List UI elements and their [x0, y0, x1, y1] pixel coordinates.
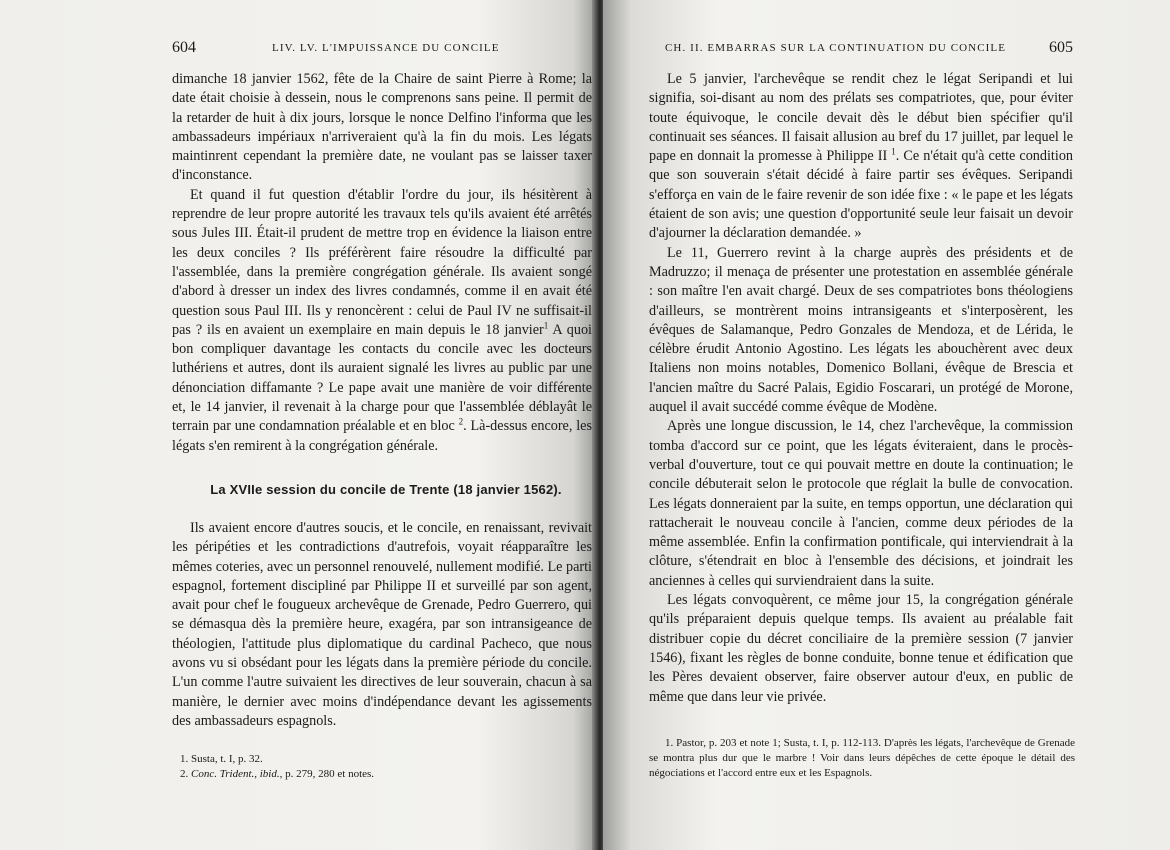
left-section-text	[172, 519, 592, 731]
right-paragraph: Après une longue discussion, le 14, chez l'archevêque, la commission tomba d'accord sur ce point, que les légats éviteraient, dans le procès-verbal d'ouverture, tout ce qui pouvait mettre en doute la continuation; le concile débuterait selon le protocole que réglait la bulle de convocation. Les légats donneraient par la suite, en temps opportun, une déclaration qui rattacherait le nouveau concile à l'ancien, comme deux périodes de la même assemblée. Enfin la confirmation pontificale, qui interviendrait à la clôture, s'étendrait en bloc à l'ensemble des décisions, et joindrait les anciennes à celles qui surviendraient dans la suite.	[649, 418, 1073, 589]
left-paragraph: Ils avaient encore d'autres soucis, et le concile, en renaissant, revivait les péripéties et les contradictions d'autrefois, voyait réapparaître les mêmes coteries, avec un personnel renouvelé, nullement modifié. Le parti espagnol, fortement discipliné par Philippe II et surveillé par son agent, avait pour chef le fougueux archevêque de Grenade, Pedro Guerrero, qui se démasqua dès la première heure, exagéra, par son intransigeance de théologien, l'attitude plus diplomatique du cardinal Pacheco, que nous avons vu si obsédant pour les légats dans la première période du concile. L'un comme l'autre suivaient les directives de leur souverain, chacun à sa manière, le dernier avec moins d'indépendance devant les agissements des ambassadeurs espagnols.	[172, 520, 592, 729]
footnote: 2. Conc. Trident., ibid., p. 279, 280 et notes.	[180, 768, 375, 780]
right-body-text	[649, 70, 1073, 707]
footnote: 1. Susta, t. I, p. 32.	[180, 753, 263, 765]
footnote-ref: 2	[458, 416, 464, 427]
right-paragraph: Le 5 janvier, l'archevêque se rendit chez le légat Seripandi et lui signifia, soi-disant au nom des prélats ses compatriotes, que, pour éviter toute équivoque, le concile devait dès le début bien spécifier qu'il continuait ses séances. Il faisait allusion au bref du 17 juillet, par lequel le pape en donnait la promesse à Philippe II $^1$. Ce n'était qu'à cette condition que son souverain s'était décidé à faire partir ses évêques. Seripandi s'efforça en vain de le faire revenir de son idée fixe : « le pape et les légats étaient de son avis; une question d'opportunité seule leur faisait un devoir d'ajourner la déclaration demandée. »	[649, 71, 1074, 242]
footnote-ref: 1	[891, 146, 896, 157]
right-page-number: 605	[1049, 39, 1073, 56]
left-paragraph: Et quand il fut question d'établir l'ordre du jour, ils hésitèrent à reprendre de leur propre autorité les travaux tels qu'ils avaient été arrêtés sous Jules III. Était-il prudent de mettre trop en évidence la liaison entre les deux conciles ? Ils préférèrent faire résoudre la difficulté par l'assemblée, dans la première congrégation générale. Ils avaient songé d'abord à dresser un index des livres condamnés, comme il en avait été question sous Paul III. Ils y renoncèrent : celui de Paul IV ne suffisait-il pas ? ils en avaient un exemplaire en main depuis le 18 janvier$^1$ A quoi bon compliquer davantage les contacts du concile avec les docteurs luthériens et autres, dont ils auraient signalé les livres au public par une dénonciation diffamante ? Le pape avait une manière de voir différente et, le 14 janvier, il revenait à la charge pour que l'assemblée déblayât le terrain par une condamnation préalable et en bloc $^2$. Là-dessus encore, les légats s'en remirent à la congrégation générale.	[172, 186, 592, 454]
right-paragraph: Les légats convoquèrent, ce même jour 15, la congrégation générale qu'ils préparaient depuis quelque temps. Ils avaient au préalable fait distribuer copie du décret conciliaire de la première session (7 janvier 1546), fixant les règles de bonne conduite, bonne tenue et édification que les Pères devaient observer, faire observer autour d'eux, en public de même que dans leur vie privée.	[649, 592, 1073, 705]
section-title: La XVIIe session du concile de Trente (18 janvier 1562).	[210, 482, 562, 497]
footnote: 1. Pastor, p. 203 et note 1; Susta, t. I, p. 112-113. D'après les légats, l'archevêque de Grenade se montra plus dur que le marbre ! Voir dans leurs dépêches de cette époque le détail des négociations et l'accord entre eux et les Espagnols.	[649, 737, 1075, 779]
right-paragraph: Le 11, Guerrero revint à la charge auprès des présidents et de Madruzzo; il menaça de présenter une protestation en assemblée générale : son maître l'en avait chargé. Deux de ses compatriotes bons théologiens d'ailleurs, se montrèrent moins intransigeants et s'interposèrent, les évêques de Salamanque, Pedro Gonzales de Mendoza, et de Lérida, le célèbre érudit Antonio Agostino. Les légats les abouchèrent avec deux Italiens non moins notables, Domenico Bollani, évêque de Brescia et l'ancien maître du Sacré Palais, Egidio Foscarari, un protégé de Morone, auquel il avait succédé comme évêque de Modène.	[649, 244, 1073, 416]
left-body-text	[172, 70, 592, 456]
left-paragraph: dimanche 18 janvier 1562, fête de la Chaire de saint Pierre à Rome; la date était choisie à dessein, nous le comprenons sans peine. Il permit de la retarder de huit à dix jours, lorsque le nonce Delfino l'informa que les ambassadeurs impériaux n'arriveraient qu'à la fin du mois. Les légats maintinrent cependant la première date, ne voulant pas se laisser taxer d'inconstance.	[172, 71, 592, 184]
left-running-head: LIV. LV. L'IMPUISSANCE DU CONCILE	[272, 42, 500, 54]
right-page	[603, 0, 1170, 850]
right-footnotes	[649, 736, 1075, 781]
footnote-ref: 1	[543, 320, 549, 331]
left-footnotes	[180, 752, 580, 782]
left-page-number: 604	[172, 39, 196, 56]
right-running-head: CH. II. EMBARRAS SUR LA CONTINUATION DU CONCILE	[665, 42, 1007, 54]
